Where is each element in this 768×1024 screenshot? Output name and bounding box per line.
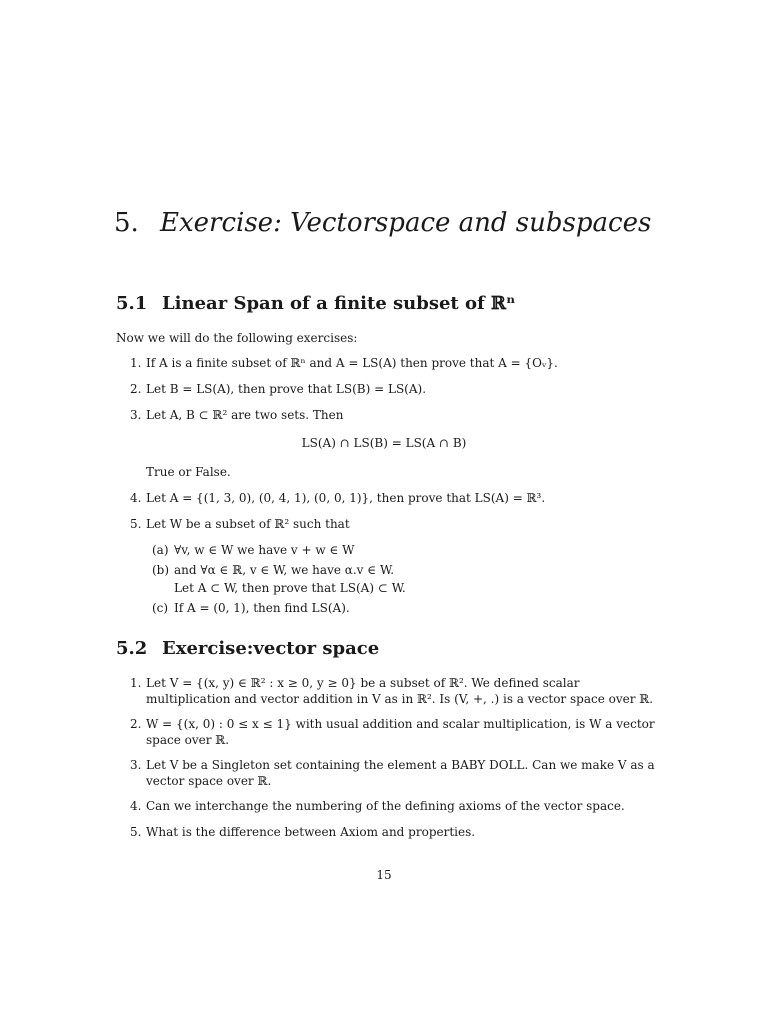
section-heading-5-2 <box>116 638 379 659</box>
section-heading-5-1 <box>116 293 515 314</box>
list-item <box>130 516 658 532</box>
true-false-text: True or False. <box>146 465 231 479</box>
list-marker: 4. <box>130 799 142 813</box>
list-marker: 2. <box>130 717 142 731</box>
list-item-text: Can we interchange the numbering of the defining axioms of the vector space. <box>146 799 625 813</box>
list-item-text: Let W be a subset of ℝ² such that <box>146 517 350 531</box>
list-marker: 2. <box>130 382 142 396</box>
chapter-heading <box>114 208 651 238</box>
sub-list-marker: (b) <box>152 563 170 577</box>
list-marker: 3. <box>130 758 142 772</box>
sub-list-marker: (c) <box>152 601 169 615</box>
section-title: Linear Span of a finite subset of ℝⁿ <box>162 293 516 314</box>
list-marker: 1. <box>130 356 142 370</box>
list-item <box>130 490 658 506</box>
list-item-text: Let V be a Singleton set containing the element a BABY DOLL. Can we make V as a vector space over ℝ. <box>146 758 655 788</box>
chapter-number: 5. <box>114 208 139 238</box>
list-item <box>130 407 658 423</box>
sub-list-item-text: If A = (0, 1), then find LS(A). <box>174 601 350 615</box>
section-number: 5.1 <box>116 293 148 314</box>
sub-list-item-text: Let A ⊂ W, then prove that LS(A) ⊂ W. <box>174 581 406 595</box>
list-marker: 1. <box>130 676 142 690</box>
list-marker: 4. <box>130 491 142 505</box>
sub-list-marker: (a) <box>152 543 169 557</box>
list-item <box>130 716 658 748</box>
list-item-text: W = {(x, 0) : 0 ≤ x ≤ 1} with usual addition and scalar multiplication, is W a vector space over ℝ. <box>146 717 655 747</box>
sub-list-item <box>152 562 654 578</box>
list-marker: 3. <box>130 408 142 422</box>
list-item <box>130 381 658 397</box>
display-equation: LS(A) ∩ LS(B) = LS(A ∩ B) <box>301 436 467 450</box>
list-item <box>130 824 658 840</box>
list-item <box>130 757 658 789</box>
list-item-text: Let A, B ⊂ ℝ² are two sets. Then <box>146 408 344 422</box>
sub-list-item-text: and ∀α ∈ ℝ, v ∈ W, we have α.v ∈ W. <box>174 563 395 577</box>
list-item-text: Let V = {(x, y) ∈ ℝ² : x ≥ 0, y ≥ 0} be a subset of ℝ². We defined scalar multiplication and vector addition in V as in ℝ². Is (V, +, .) is a vector space over ℝ. <box>146 676 654 706</box>
list-marker: 5. <box>130 825 142 839</box>
list-item-text: If A is a finite subset of ℝⁿ and A = LS(A) then prove that A = {Oᵥ}. <box>146 356 558 370</box>
list-item-text: Let B = LS(A), then prove that LS(B) = LS(A). <box>146 382 427 396</box>
sub-list-item <box>174 580 654 596</box>
intro-text: Now we will do the following exercises: <box>116 331 358 345</box>
section-title: Exercise:vector space <box>162 638 380 659</box>
sub-list-item <box>152 600 654 616</box>
list-item <box>130 798 658 814</box>
page-number: 15 <box>376 868 392 882</box>
list-item <box>130 675 658 707</box>
list-item <box>130 355 658 371</box>
section-number: 5.2 <box>116 638 148 659</box>
sub-list-item <box>152 542 654 558</box>
list-item-text: What is the difference between Axiom and properties. <box>146 825 476 839</box>
sub-list-item-text: ∀v, w ∈ W we have v + w ∈ W <box>174 543 355 557</box>
list-item-text: Let A = {(1, 3, 0), (0, 4, 1), (0, 0, 1)}, then prove that LS(A) = ℝ³. <box>146 491 546 505</box>
chapter-title: Exercise: Vectorspace and subspaces <box>160 208 652 238</box>
list-marker: 5. <box>130 517 142 531</box>
